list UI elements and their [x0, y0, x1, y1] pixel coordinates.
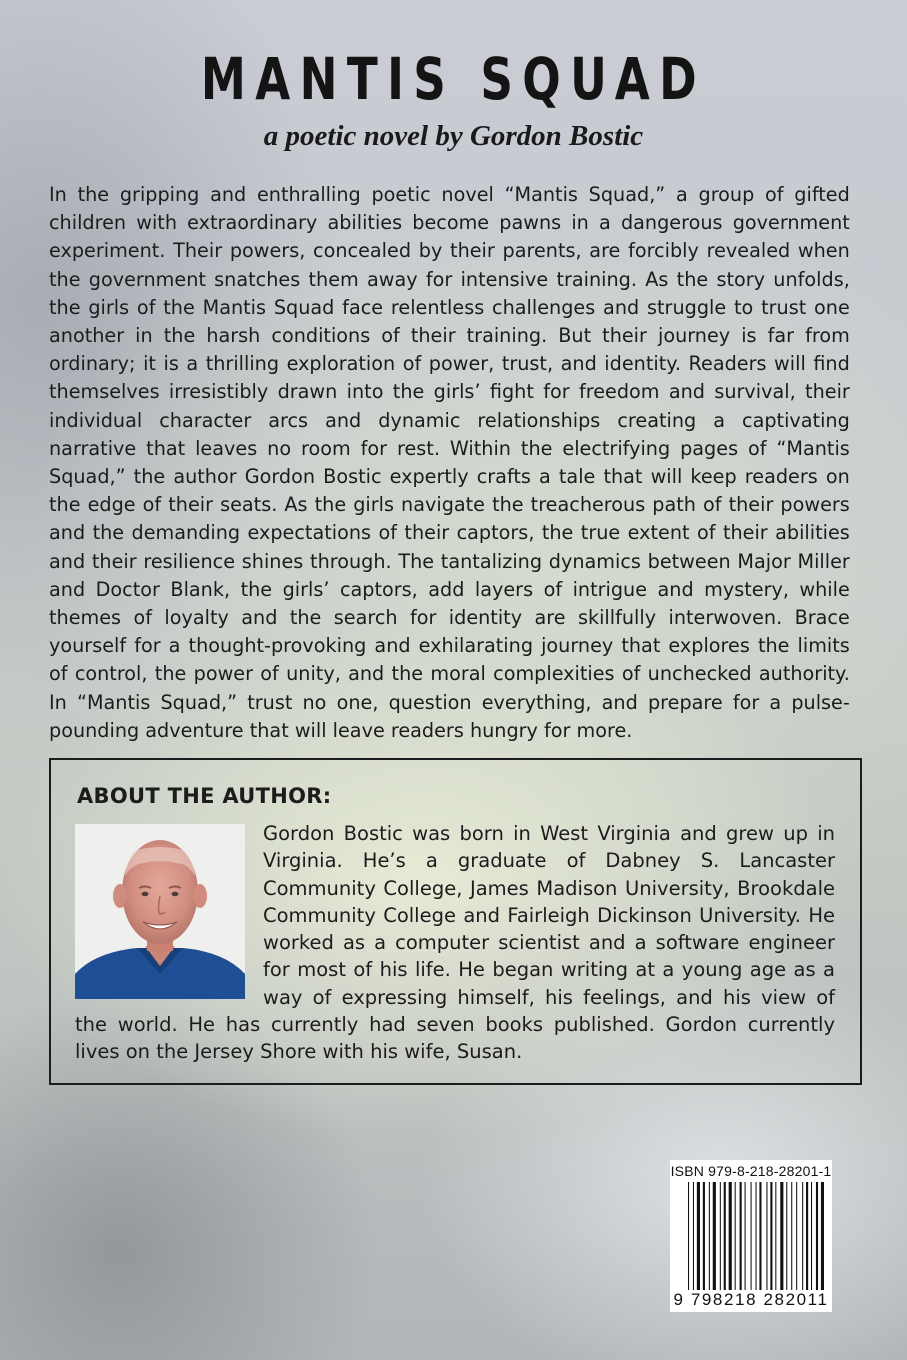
barcode-bar — [740, 1182, 742, 1290]
barcode-image — [688, 1182, 824, 1290]
barcode-bar — [693, 1182, 694, 1290]
author-photo — [75, 824, 245, 999]
barcode-bar — [713, 1182, 716, 1290]
about-author-heading: ABOUT THE AUTHOR: — [77, 784, 332, 808]
barcode-bar — [697, 1182, 700, 1290]
barcode-bar — [724, 1182, 726, 1290]
author-portrait-image — [75, 824, 245, 999]
barcode-bar — [759, 1182, 761, 1290]
barcode-bar — [796, 1182, 797, 1290]
barcode-bar — [756, 1182, 757, 1290]
barcode-bar — [735, 1182, 736, 1290]
barcode-bar — [780, 1182, 783, 1290]
barcode-bar — [821, 1182, 824, 1290]
barcode-bar — [751, 1182, 752, 1290]
book-subtitle: a poetic novel by Gordon Bostic — [263, 120, 644, 152]
barcode-bar — [720, 1182, 721, 1290]
barcode-bar — [802, 1182, 803, 1290]
barcode-bar — [775, 1182, 776, 1290]
barcode-digits: 9 798218 282011 — [673, 1290, 829, 1309]
book-blurb: In the gripping and enthralling poetic novel “Mantis Squad,” a group of gifted children with extraordinary abilities become pawns in a dangerous government experiment. Their powers, concealed by their parents, are forcibly revealed when the government snatches them away for intensive training. As the story unfolds, the girls of the Mantis Squad face relentless challenges and struggle to trust one another in the harsh conditions of their training. But their journey is far from ordinary; it is a thrilling exploration of power, trust, and identity. Readers will find themselves irresistibly drawn into the girls’ fight for freedom and survival, their individual character arcs and dynamic relationships creating a captivating narrative that leaves no room for rest. Within the electrifying pages of “Mantis Squad,” the author Gordon Bostic expertly crafts a tale that will keep readers on the edge of their seats. As the girls navigate the treacherous path of their powers and the demanding expectations of their captors, the true extent of their abilities and their resilience shines through. The tantalizing dynamics between Major Miller and Doctor Blank, the girls’ captors, add layers of intrigue and mystery, while themes of loyalty and the search for identity are skillfully interwoven. Brace yourself for a thought-provoking and exhilarating journey that explores the limits of control, the power of unity, and the moral complexities of unchecked authority. In “Mantis Squad,” trust no one, question everything, and prepare for a pulse-pounding adventure that will leave readers hungry for more. — [49, 183, 850, 742]
barcode-bar — [816, 1182, 818, 1290]
barcode-bar — [766, 1182, 767, 1290]
barcode-bar — [811, 1182, 812, 1290]
barcode-bar — [786, 1182, 787, 1290]
author-bio-text: Gordon Bostic was born in West Virginia and grew up in Virginia. He’s a graduate of Dabney S. Lancaster Community College, James Madison University, Brookdale Community College and Fairleigh Dickinson University. He worked as a computer scientist and a software engineer for most of his life. He began writing at a young age as a way of expressing himself, his feelings, and his view of the world. He has currently had seven books published. Gordon currently lives on the Jersey Shore with his wife, Susan. — [75, 822, 835, 1064]
barcode-bar — [745, 1182, 746, 1290]
book-title: MANTIS SQUAD — [200, 45, 707, 113]
barcode-bar — [703, 1182, 705, 1290]
barcode-bar — [791, 1182, 792, 1290]
barcode-bar — [709, 1182, 710, 1290]
barcode-bar — [729, 1182, 732, 1290]
author-bio-container — [75, 820, 835, 1066]
isbn-label: ISBN 979-8-218-28201-1 — [670, 1163, 832, 1179]
barcode-bar — [770, 1182, 772, 1290]
barcode-bar — [806, 1182, 808, 1290]
about-author-box — [49, 758, 862, 1085]
isbn-barcode-box — [670, 1160, 832, 1312]
barcode-bar — [688, 1182, 689, 1290]
